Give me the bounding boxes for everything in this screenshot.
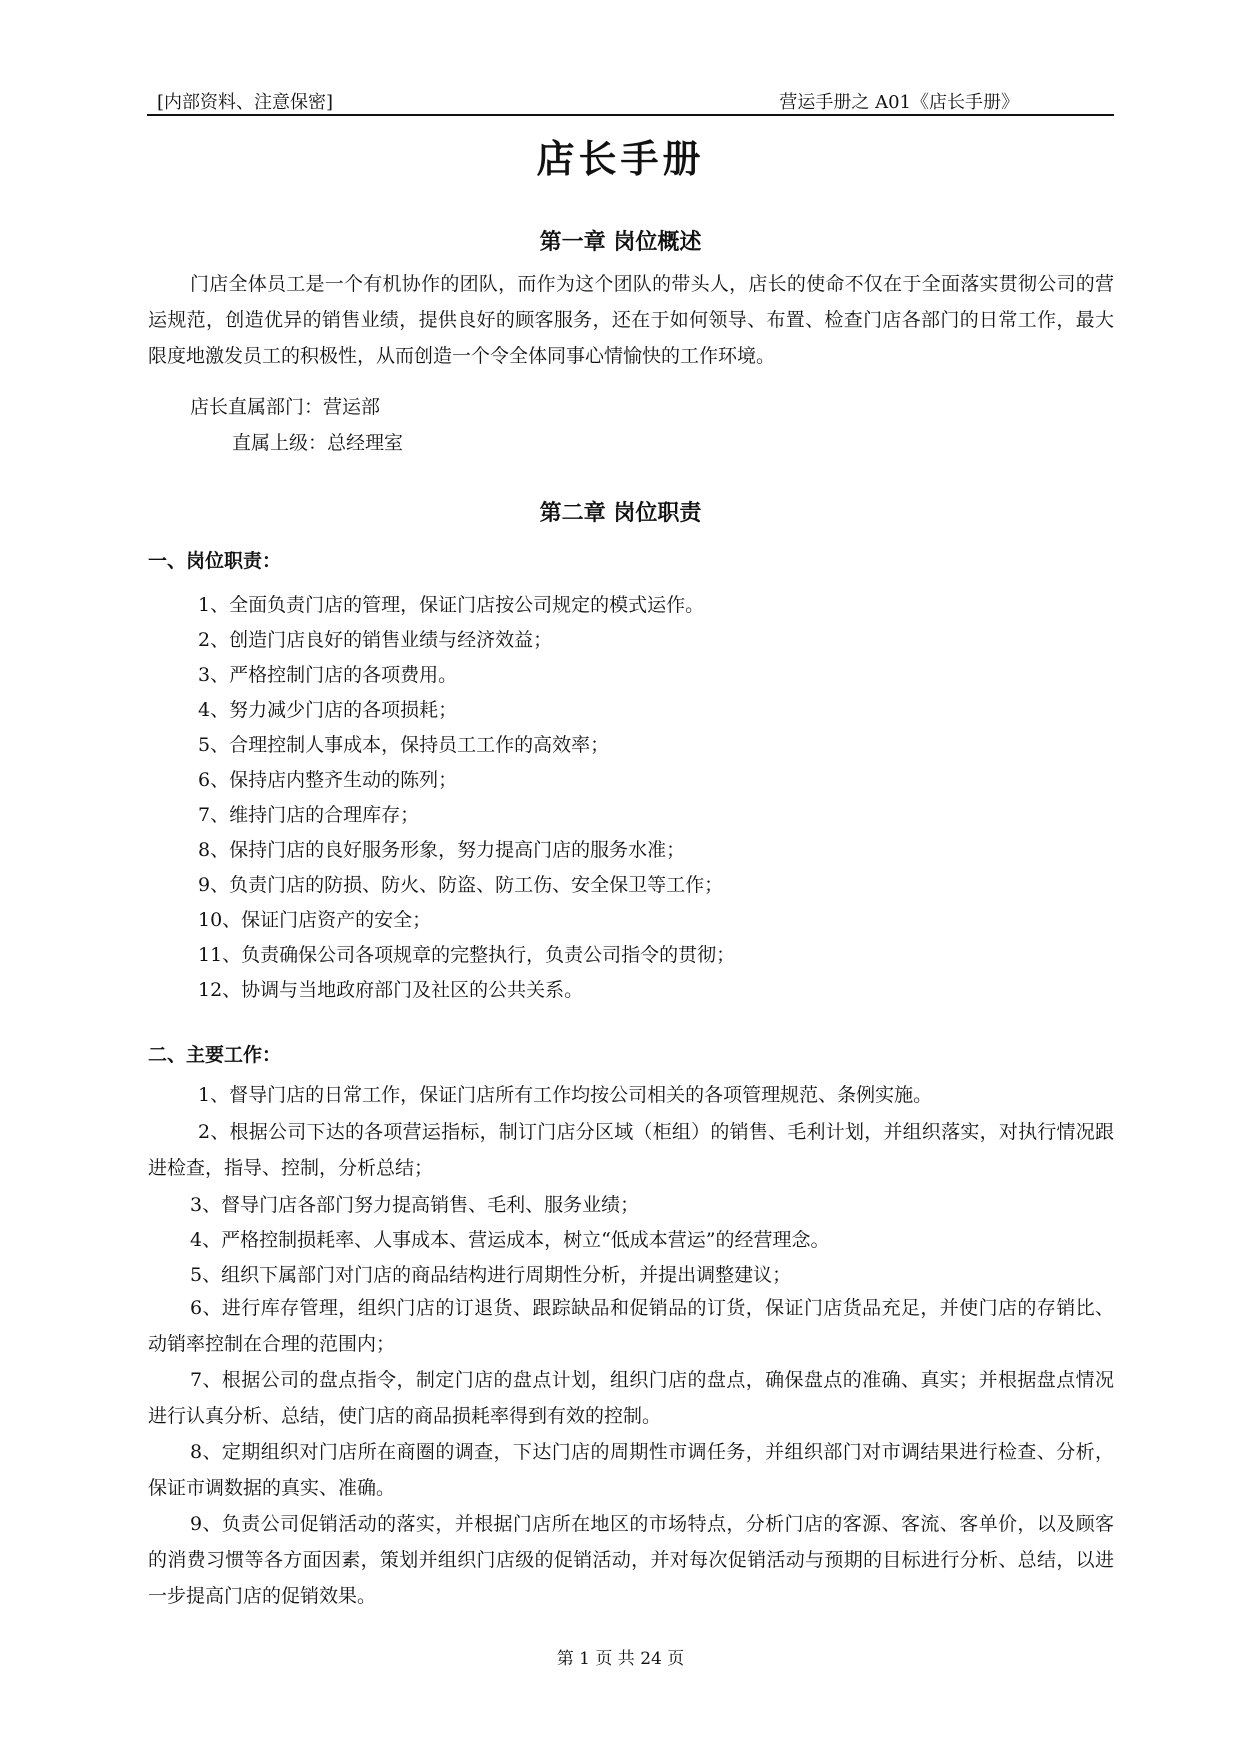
direct-department: 店长直属部门：营运部 bbox=[190, 396, 381, 418]
work-item-7: 7、根据公司的盘点指令，制定门店的盘点计划，组织门店的盘点，确保盘点的准确、真实；并根据盘点情况进行认真分析、总结，使门店的商品损耗率得到有效的控制。 bbox=[148, 1369, 1114, 1427]
chapter-1-heading: 第一章 岗位概述 bbox=[539, 230, 702, 255]
list-item: 11、负责确保公司各项规章的完整执行，负责公司指令的贯彻； bbox=[198, 944, 736, 966]
page-header bbox=[147, 86, 1114, 116]
work-item-5: 5、组织下属部门对门店的商品结构进行周期性分析，并提出调整建议； bbox=[190, 1264, 792, 1286]
header-confidential-label: [内部资料、注意保密] bbox=[157, 92, 334, 113]
list-item: 1、全面负责门店的管理，保证门店按公司规定的模式运作。 bbox=[198, 594, 705, 616]
chapter-2-heading: 第二章 岗位职责 bbox=[539, 501, 702, 526]
duties-list bbox=[198, 588, 735, 1008]
list-item: 4、努力减少门店的各项损耗； bbox=[198, 699, 458, 721]
work-item-9: 9、负责公司促销活动的落实，并根据门店所在地区的市场特点，分析门店的客源、客流、客单价，以及顾客的消费习惯等各方面因素，策划并组织门店级的促销活动，并对每次促销活动与预期的目标进行分析、总结，以进一步提高门店的促销效果。 bbox=[148, 1513, 1114, 1607]
section-1-heading: 一、岗位职责： bbox=[148, 550, 282, 572]
list-item: 8、保持门店的良好服务形象，努力提高门店的服务水准； bbox=[198, 839, 686, 861]
work-item-2: 2、根据公司下达的各项营运指标，制订门店分区域（柜组）的销售、毛利计划，并组织落实，对执行情况跟进检查，指导、控制，分析总结； bbox=[148, 1121, 1114, 1179]
header-manual-label: 营运手册之 A01《店长手册》 bbox=[779, 92, 1019, 113]
list-item: 5、合理控制人事成本，保持员工工作的高效率； bbox=[198, 734, 610, 756]
work-item-8: 8、定期组织对门店所在商圈的调查，下达门店的周期性市调任务，并组织部门对市调结果进行检查、分析，保证市调数据的真实、准确。 bbox=[148, 1441, 1114, 1499]
work-item-4: 4、严格控制损耗率、人事成本、营运成本，树立“低成本营运”的经营理念。 bbox=[190, 1229, 830, 1251]
work-item-6: 6、进行库存管理，组织门店的订退货、跟踪缺品和促销品的订货，保证门店货品充足，并使门店的存销比、动销率控制在合理的范围内； bbox=[148, 1297, 1114, 1355]
work-item-1: 1、督导门店的日常工作，保证门店所有工作均按公司相关的各项管理规范、条例实施。 bbox=[198, 1084, 933, 1106]
direct-superior: 直属上级：总经理室 bbox=[232, 432, 404, 454]
chapter-1-paragraph: 门店全体员工是一个有机协作的团队，而作为这个团队的带头人，店长的使命不仅在于全面落实贯彻公司的营运规范，创造优异的销售业绩，提供良好的顾客服务，还在于如何领导、布置、检查门店各部门的日常工作，最大限度地激发员工的积极性，从而创造一个令全体同事心情愉快的工作环境。 bbox=[148, 273, 1114, 367]
list-item: 2、创造门店良好的销售业绩与经济效益； bbox=[198, 629, 553, 651]
page-footer: 第 1 页 共 24 页 bbox=[556, 1649, 685, 1669]
list-item: 12、协调与当地政府部门及社区的公共关系。 bbox=[198, 979, 584, 1001]
list-item: 7、维持门店的合理库存； bbox=[198, 804, 420, 826]
list-item: 10、保证门店资产的安全； bbox=[198, 909, 432, 931]
section-2-heading: 二、主要工作： bbox=[148, 1044, 282, 1066]
list-item: 3、严格控制门店的各项费用。 bbox=[198, 664, 458, 686]
list-item: 6、保持店内整齐生动的陈列； bbox=[198, 769, 458, 791]
work-item-3: 3、督导门店各部门努力提高销售、毛利、服务业绩； bbox=[190, 1194, 640, 1216]
document-title: 店长手册 bbox=[536, 137, 705, 181]
list-item: 9、负责门店的防损、防火、防盗、防工伤、安全保卫等工作； bbox=[198, 874, 724, 896]
